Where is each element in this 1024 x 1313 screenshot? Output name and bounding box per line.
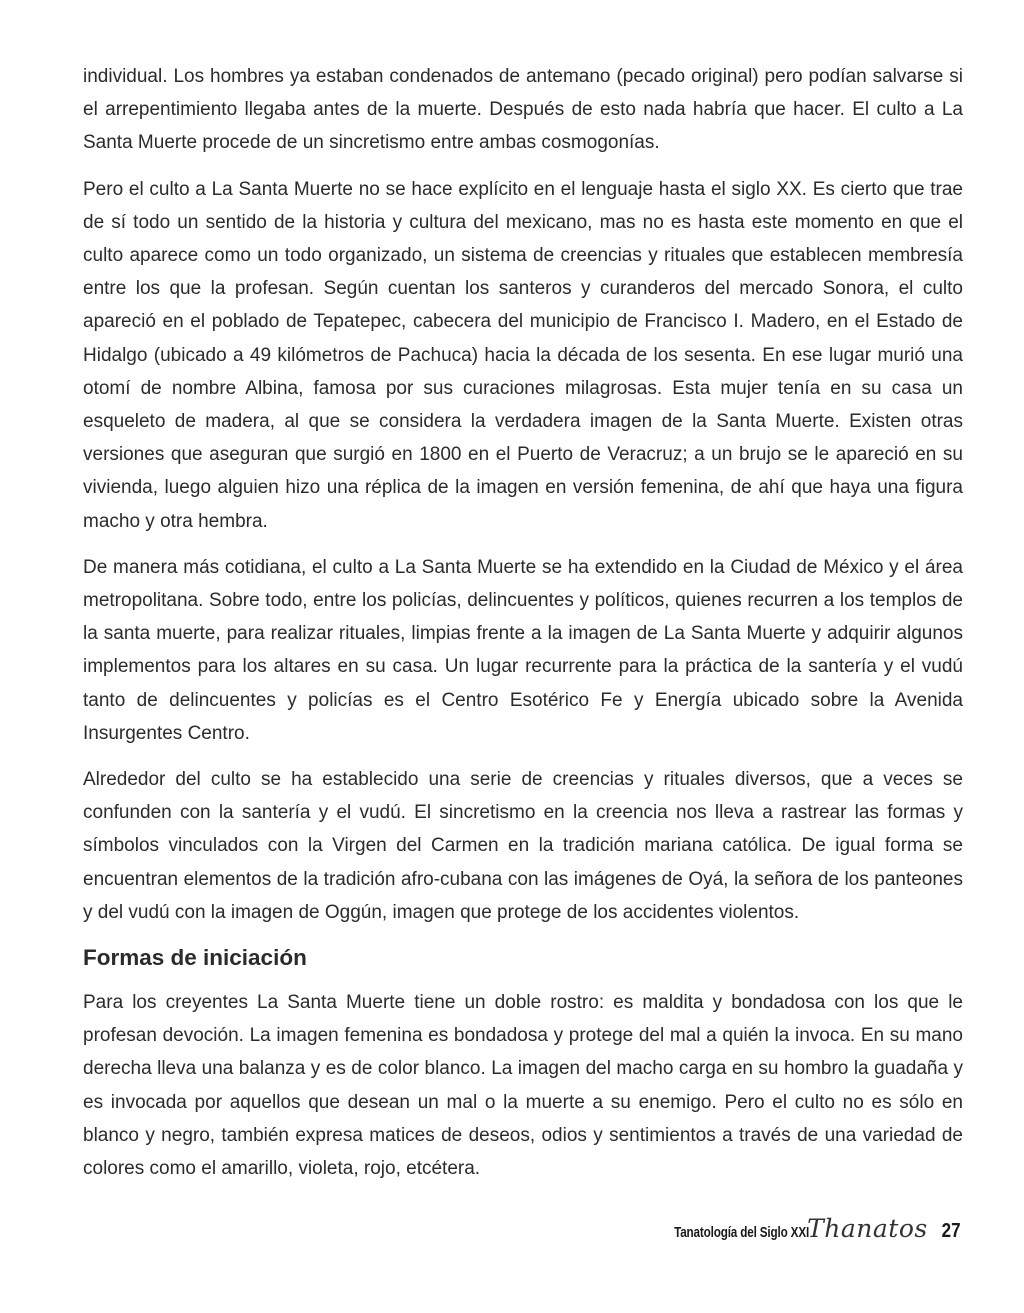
body-paragraph: individual. Los hombres ya estaban condenados de antemano (pecado original) pero podían salvarse si el arrepentimiento llegaba antes de la muerte. Después de esto nada habría que hacer. El culto a La Santa Muerte procede de un sincretismo entre ambas cosmogonías. xyxy=(83,66,963,154)
footer-magazine-logo: Thanatos xyxy=(807,1214,928,1243)
body-paragraph: De manera más cotidiana, el culto a La Santa Muerte se ha extendido en la Ciudad de México y el área metropolitana. Sobre todo, entre los policías, delincuentes y políticos, quienes recurren a los templos de la santa muerte, para realizar rituales, limpias frente a la imagen de La Santa Muerte y adquirir algunos implementos para los altares en su casa. Un lugar recurrente para la práctica de la santería y el vudú tanto de delincuentes y policías es el Centro Esotérico Fe y Energía ubicado sobre la Avenida Insurgentes Centro. xyxy=(83,556,963,744)
body-paragraph: Pero el culto a La Santa Muerte no se hace explícito en el lenguaje hasta el siglo XX. Es cierto que trae de sí todo un sentido de la historia y cultura del mexicano, mas no es hasta este momento en que el culto aparece como un todo organizado, un sistema de creencias y rituales que establecen membresía entre los que la profesan. Según cuentan los santeros y curanderos del mercado Sonora, el culto apareció en el poblado de Tepatepec, cabecera del municipio de Francisco I. Madero, en el Estado de Hidalgo (ubicado a 49 kilómetros de Pachuca) hacia la década de los sesenta. En ese lugar murió una otomí de nombre Albina, famosa por sus curaciones milagrosas. Esta mujer tenía en su casa un esqueleto de madera, al que se considera la verdadera imagen de la Santa Muerte. Existen otras versiones que aseguran que surgió en 1800 en el Puerto de Veracruz; a un brujo se le apareció en su vivienda, luego alguien hizo una réplica de la imagen en versión femenina, de ahí que haya una figura macho y otra hembra. xyxy=(83,178,963,532)
footer-publication: Tanatología del Siglo XXI xyxy=(674,1224,810,1241)
section-heading: Formas de iniciación xyxy=(83,945,307,971)
page-footer xyxy=(636,1214,962,1254)
page-body xyxy=(83,60,963,1198)
page-number: 27 xyxy=(941,1220,961,1242)
body-paragraph: Alrededor del culto se ha establecido una serie de creencias y rituales diversos, que a veces se confunden con la santería y el vudú. El sincretismo en la creencia nos lleva a rastrear las formas y símbolos vinculados con la Virgen del Carmen en la tradición mariana católica. De igual forma se encuentran elementos de la tradición afro-cubana con las imágenes de Oyá, la señora de los panteones y del vudú con la imagen de Oggún, imagen que protege de los accidentes violentos. xyxy=(83,769,963,923)
section-paragraph: Para los creyentes La Santa Muerte tiene un doble rostro: es maldita y bondadosa con los que le profesan devoción. La imagen femenina es bondadosa y protege del mal a quién la invoca. En su mano derecha lleva una balanza y es de color blanco. La imagen del macho carga en su hombro la guadaña y es invocada por aquellos que desean un mal o la muerte a su enemigo. Pero el culto no es sólo en blanco y negro, también expresa matices de deseos, odios y sentimientos a través de una variedad de colores como el amarillo, violeta, rojo, etcétera. xyxy=(83,992,963,1180)
